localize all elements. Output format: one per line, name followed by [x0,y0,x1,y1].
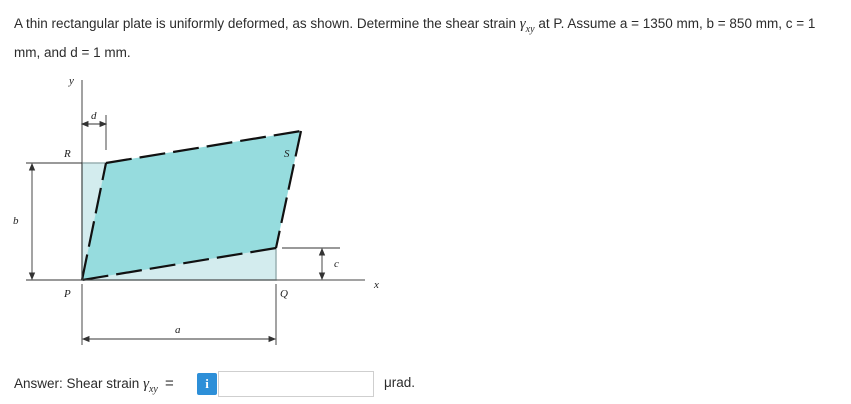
label-c: c [334,258,339,270]
label-b: b [13,215,19,227]
label-R: R [64,148,71,160]
answer-row [14,371,158,399]
gamma-xy-symbol: $\gamma_{xy}$ [519,16,535,35]
question-text-after: at P. Assume a = 1350 mm, b = 850 mm, c = 1 mm, and d = 1 mm. [14,16,816,60]
unit-label: μrad. [384,375,416,390]
question-text-before: A thin rectangular plate is uniformly deformed, as shown. Determine the shear strain [14,16,520,31]
label-S: S [284,148,290,160]
shear-strain-input[interactable] [218,371,374,397]
info-icon[interactable]: i [197,373,217,395]
c-dimension [282,248,340,279]
b-dimension [26,163,82,280]
label-y: y [69,75,74,87]
label-a: a [175,324,181,336]
answer-gamma-xy-symbol: $\gamma_{xy}$ [143,375,158,395]
label-P: P [64,288,71,300]
label-Q: Q [280,288,288,300]
label-d: d [91,110,97,122]
answer-label: Answer: Shear strain $\gamma_{xy}$ [14,375,158,395]
equals-sign: = [165,375,174,392]
label-x: x [374,279,379,291]
